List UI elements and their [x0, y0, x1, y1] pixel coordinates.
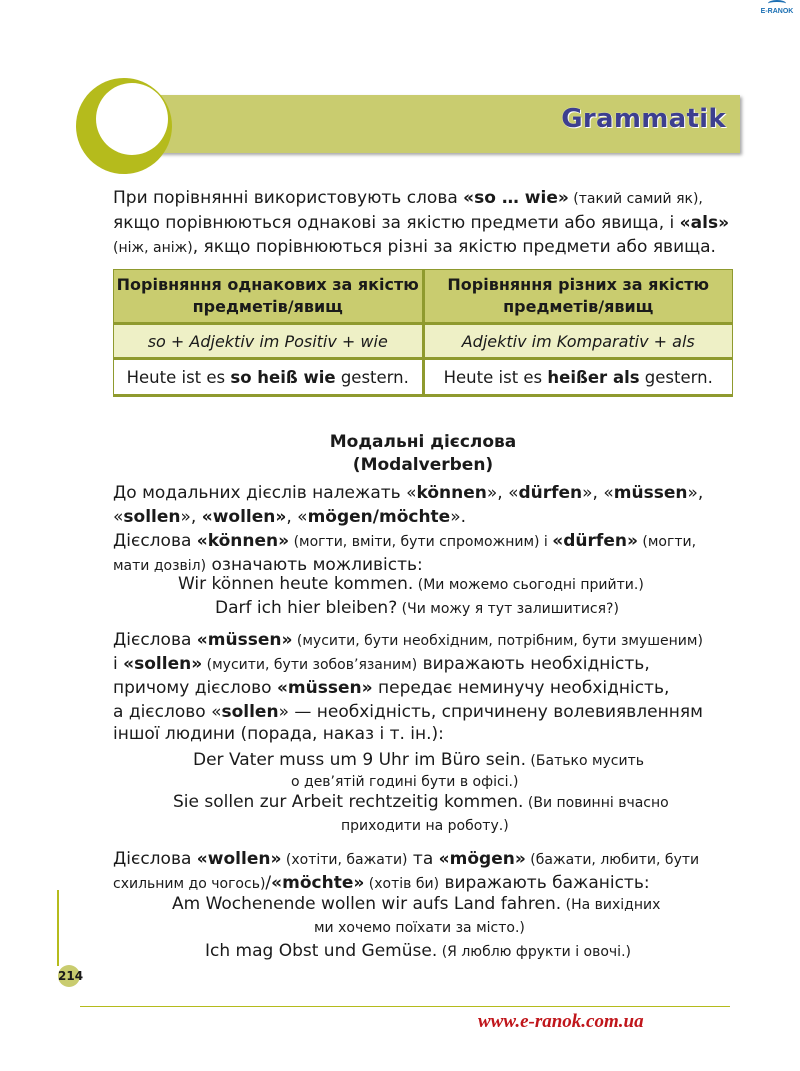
text: Darf ich hier bleiben? — [215, 598, 398, 618]
text: мати дозвіл) — [113, 558, 207, 574]
text: , « — [286, 507, 308, 527]
example-sentence — [178, 572, 644, 597]
text: виражають необхідність, — [417, 654, 650, 674]
heading-line: (Modalverben) — [352, 455, 494, 475]
text: Дієслова — [113, 849, 197, 869]
publisher-logo-text: E-RANOK — [760, 8, 794, 15]
text: » — необхідність, спричинену волевиявленням — [278, 702, 703, 722]
text: «sollen» — [123, 654, 203, 674]
text: (Батько мусить — [525, 753, 645, 769]
necessity-line — [113, 652, 650, 677]
text: ». — [450, 507, 467, 527]
footer-url: www.e-ranok.com.ua — [478, 1011, 644, 1032]
text: (Ви повинні вчасно — [523, 795, 669, 811]
text: приходити на роботу.) — [341, 818, 509, 834]
text: «müssen» — [196, 630, 293, 650]
text: heißer als — [547, 367, 640, 387]
table-row — [114, 324, 733, 359]
footer-divider — [80, 1006, 730, 1007]
necessity-line — [113, 676, 669, 700]
text: », — [180, 507, 202, 527]
text: якщо порівнюються однакові за якістю предмети або явища, і — [113, 213, 680, 233]
publisher-logo — [760, 0, 794, 16]
text: gestern. — [335, 367, 409, 387]
text: а дієслово « — [113, 702, 222, 722]
text: ми хочемо поїхати за місто.) — [314, 920, 525, 936]
text: sollen — [221, 702, 279, 722]
text: können — [416, 483, 487, 503]
text: mögen/möchte — [307, 507, 451, 527]
example-translation — [314, 915, 525, 940]
text: передає неминучу необхідність, — [372, 678, 670, 698]
text: Ich mag Obst und Gemüse. — [205, 941, 438, 961]
text: (ніж, аніж) — [113, 240, 193, 256]
heading-line: Модальні дієслова — [329, 432, 517, 452]
text: (На вихідних — [561, 897, 661, 913]
text: схильним до чогось) — [113, 876, 266, 892]
text: (мусити, бути необхідним, потрібним, бути змушеним) — [292, 633, 703, 649]
keyword-als: «als» — [679, 213, 730, 233]
text: виражають бажаність: — [439, 873, 650, 893]
text: (могти, вміти, бути спроможним) і — [289, 534, 553, 550]
text: », « — [486, 483, 519, 503]
table-header-row — [114, 270, 733, 324]
text: (Я люблю фрукти і овочі.) — [437, 944, 631, 960]
necessity-line — [113, 628, 703, 653]
text: (могти, — [637, 534, 697, 550]
text: Wir können heute kommen. — [178, 574, 414, 594]
text: Sie sollen zur Arbeit rechtzeitig kommen. — [173, 792, 524, 812]
text: «wollen» — [201, 507, 287, 527]
text: sollen — [123, 507, 181, 527]
example-sentence — [173, 790, 669, 815]
text: (хотіти, бажати) — [281, 852, 408, 868]
margin-line — [57, 890, 59, 966]
text: та — [407, 849, 439, 869]
text: При порівнянні використовують слова — [113, 188, 464, 208]
page-number: 214 — [58, 965, 80, 987]
text: (такий самий як), — [568, 191, 703, 207]
text: », « — [582, 483, 614, 503]
text: (Ми можемо сьогодні прийти.) — [413, 577, 644, 593]
text: Дієслова — [113, 630, 197, 650]
table-cell: Adjektiv im Komparativ + als — [423, 324, 733, 359]
logo-swoosh-icon — [768, 0, 786, 7]
text: «mögen» — [438, 849, 526, 869]
text: Am Wochenende wollen wir aufs Land fahren. — [172, 894, 562, 914]
necessity-line — [113, 700, 703, 724]
section-title: Grammatik — [561, 104, 726, 134]
text: , якщо порівнюються різні за якістю предмети або явища. — [192, 237, 716, 257]
text: причому дієслово — [113, 678, 277, 698]
keyword-so-wie: «so … wie» — [463, 188, 569, 208]
text: Дієслова — [113, 531, 197, 551]
comparison-intro-paragraph — [113, 186, 733, 260]
text: (мусити, бути зобов’язаним) — [202, 657, 418, 673]
text: (бажати, любити, бути — [525, 852, 700, 868]
text: «wollen» — [196, 849, 282, 869]
modal-intro-line — [113, 505, 466, 529]
desire-line — [113, 847, 699, 872]
text: «möchte» — [271, 873, 365, 893]
table-cell — [423, 359, 733, 396]
example-translation — [341, 813, 509, 838]
text: « — [113, 507, 124, 527]
comparison-table — [113, 269, 733, 397]
text: / — [265, 873, 272, 893]
example-sentence — [205, 939, 631, 964]
text: і — [113, 654, 124, 674]
necessity-line: іншої людини (порада, наказ і т. ін.): — [113, 724, 444, 744]
section-header-banner — [150, 95, 740, 153]
text: о дев’ятій годині бути в офісі.) — [291, 774, 519, 790]
text: Der Vater muss um 9 Uhr im Büro sein. — [193, 750, 526, 770]
text: «können» — [196, 531, 290, 551]
text: означають можливість: — [206, 555, 423, 575]
crescent-moon-cutout — [96, 83, 168, 155]
text: so heiß wie — [230, 367, 336, 387]
text: Heute ist es — [126, 367, 231, 387]
table-cell — [114, 359, 424, 396]
text: (хотів би) — [364, 876, 440, 892]
modal-verbs-heading — [113, 431, 733, 477]
table-header-cell: Порівняння різних за якістю предметів/явищ — [423, 270, 733, 324]
text: müssen — [613, 483, 688, 503]
text: gestern. — [639, 367, 713, 387]
possibility-line — [113, 529, 696, 554]
table-header-cell: Порівняння однакових за якістю предметів/явищ — [114, 270, 424, 324]
text: «dürfen» — [552, 531, 638, 551]
text: dürfen — [518, 483, 583, 503]
text: До модальних дієслів належать « — [113, 483, 417, 503]
example-sentence — [172, 892, 660, 917]
text: », — [687, 483, 704, 503]
table-row — [114, 359, 733, 396]
text: «müssen» — [276, 678, 373, 698]
text: (Чи можу я тут залишитися?) — [397, 601, 619, 617]
text: Heute ist es — [443, 367, 548, 387]
modal-intro-line — [113, 481, 703, 505]
example-sentence — [215, 596, 619, 621]
table-cell: so + Adjektiv im Positiv + wie — [114, 324, 424, 359]
